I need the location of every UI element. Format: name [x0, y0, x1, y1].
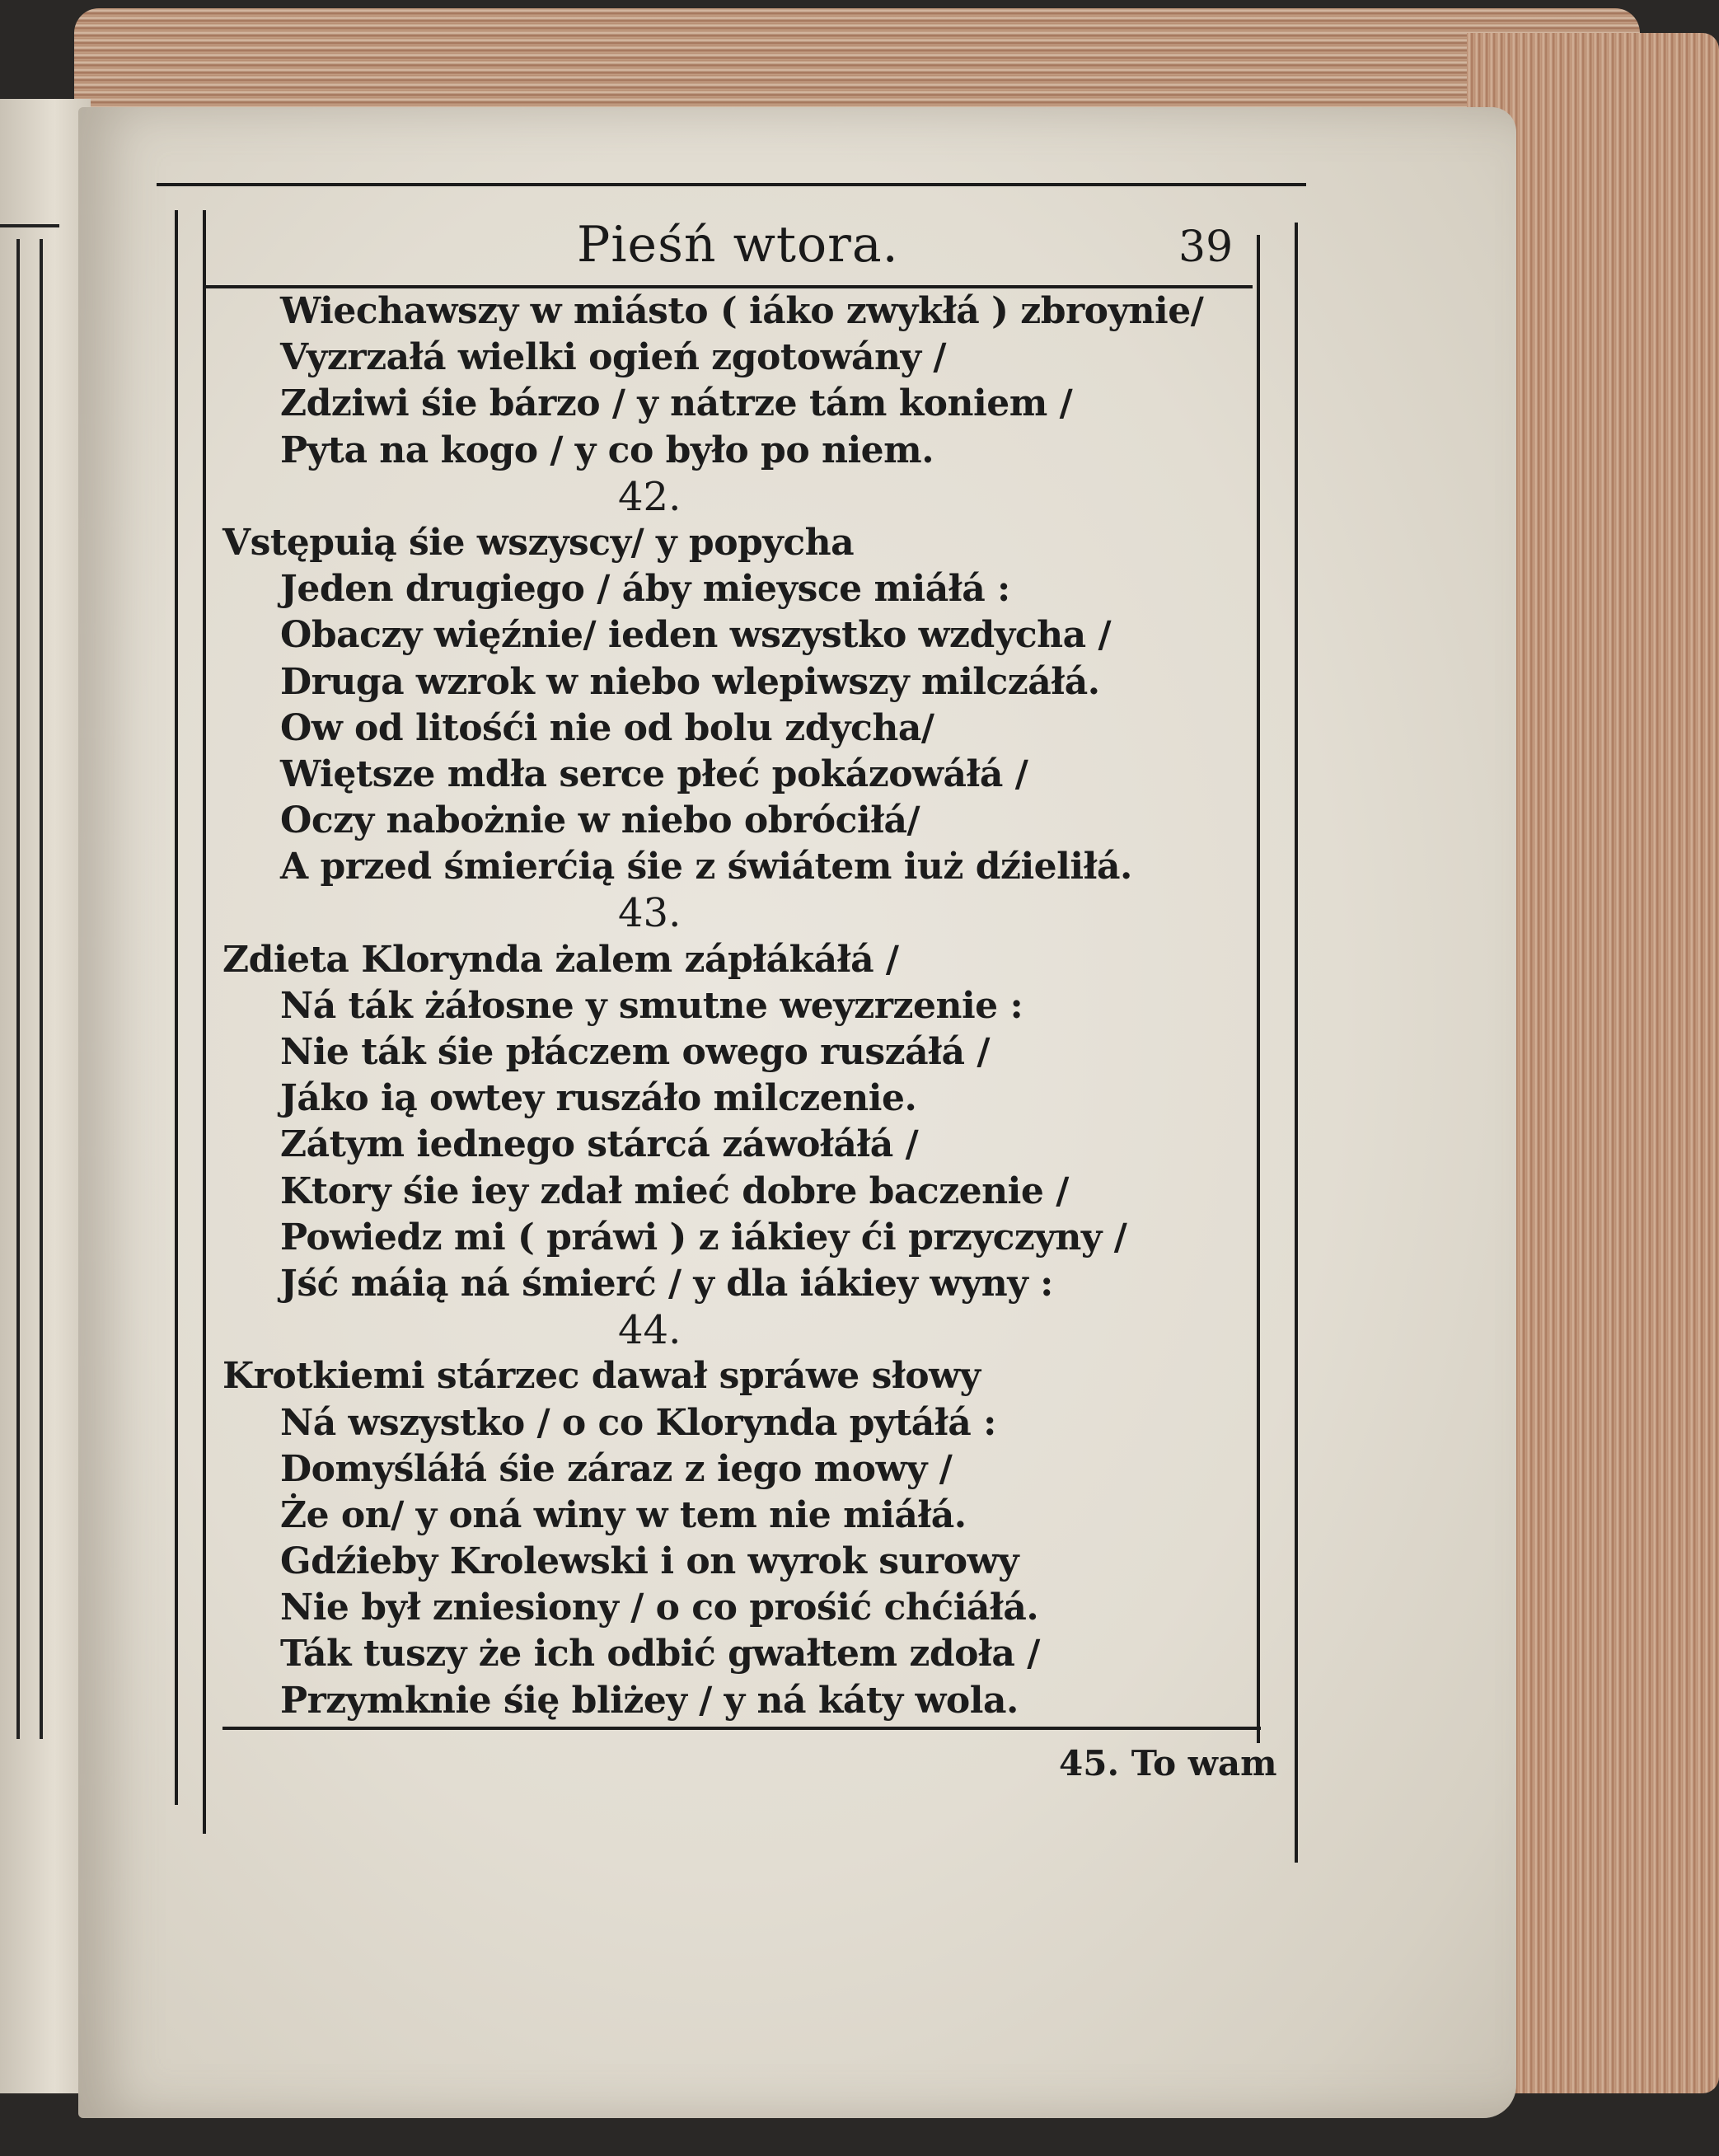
frame-top-rule	[157, 183, 1306, 186]
verse-line: Pyta na kogo / y co było po niem.	[280, 429, 934, 471]
facing-page-rule	[0, 224, 59, 227]
verse-line: Jść máią ná śmierć / y dla iákiey wyny :	[280, 1262, 1053, 1305]
verse-line: Jáko ią owtey ruszáło milczenie.	[280, 1077, 917, 1120]
stanza-number: 44.	[618, 1307, 682, 1354]
stanza-number: 42.	[618, 473, 682, 520]
verse-line: Domyśláłá śie záraz z iego mowy /	[280, 1447, 953, 1490]
verse-line: Oczy nabożnie w niebo obróciłá/	[280, 799, 920, 842]
verse-line: Druga wzrok w niebo wlepiwszy milczáłá.	[280, 660, 1100, 703]
verse-line: Że on/ y oná winy w tem nie miáłá.	[280, 1493, 967, 1536]
verse-line: Ná wszystko / o co Klorynda pytáłá :	[280, 1401, 996, 1444]
verse-line: Wiechawszy w miásto ( iáko zwykłá ) zbroynie/	[280, 290, 1204, 332]
catchword: 45. To wam	[1059, 1743, 1277, 1783]
facing-page-edge	[0, 99, 91, 2093]
stanza-opening-line: Zdieta Klorynda żalem zápłákáłá /	[222, 938, 899, 981]
verse-line: Ow od litośći nie od bolu zdycha/	[280, 706, 934, 749]
frame-right-inner-rule	[1257, 235, 1260, 1743]
verse-line: Ták tuszy że ich odbić gwałtem zdoła /	[280, 1633, 1040, 1676]
stanza-opening-line: Krotkiemi stárzec dawał spráwe słowy	[222, 1355, 981, 1398]
frame-right-outer-rule	[1295, 223, 1298, 1863]
verse-line: Nie był zniesiony / o co prośić chćiáłá.	[280, 1587, 1039, 1629]
frame-left-outer-rule	[175, 210, 178, 1805]
stanza-opening-line: Vstępuią śie wszyscy/ y popycha	[222, 521, 855, 564]
page-number: 39	[1178, 223, 1234, 272]
verse-line: Jeden drugiego / áby mieysce miáłá :	[280, 568, 1010, 611]
facing-page-rule	[40, 239, 43, 1739]
verse-line: Obaczy więźnie/ ieden wszystko wzdycha /	[280, 614, 1112, 657]
verse-line: Zátym iednego stárcá záwołáłá /	[280, 1123, 919, 1166]
verse-line: Więtsze mdła serce płeć pokázowáłá /	[280, 752, 1028, 795]
facing-page-rule	[16, 239, 20, 1739]
verse-line: Przymknie śię bliżey / y ná káty wola.	[280, 1679, 1019, 1722]
frame-bottom-rule	[222, 1727, 1261, 1730]
verse-line: Zdziwi śie bárzo / y nátrze tám koniem /	[280, 382, 1073, 425]
verse-line: Ktory śie iey zdał mieć dobre baczenie /	[280, 1169, 1069, 1212]
verse-line: Ná ták żáłosne y smutne weyzrzenie :	[280, 984, 1023, 1027]
stanza-number: 43.	[618, 890, 682, 937]
running-header-title: Pieśń wtora.	[577, 216, 899, 274]
frame-left-inner-rule	[203, 210, 206, 1834]
verse-line: Nie ták śie płáczem owego ruszáłá /	[280, 1031, 990, 1073]
poem-text-block	[222, 288, 1253, 1724]
verse-line: A przed śmierćią śie z świátem iuż dźieliłá.	[280, 846, 1132, 888]
verse-line: Gdźieby Krolewski i on wyrok surowy	[280, 1540, 1019, 1583]
verse-line: Powiedz mi ( práwi ) z iákiey ći przyczyny /	[280, 1216, 1127, 1258]
verse-line: Vyzrzałá wielki ogień zgotowány /	[280, 336, 946, 379]
